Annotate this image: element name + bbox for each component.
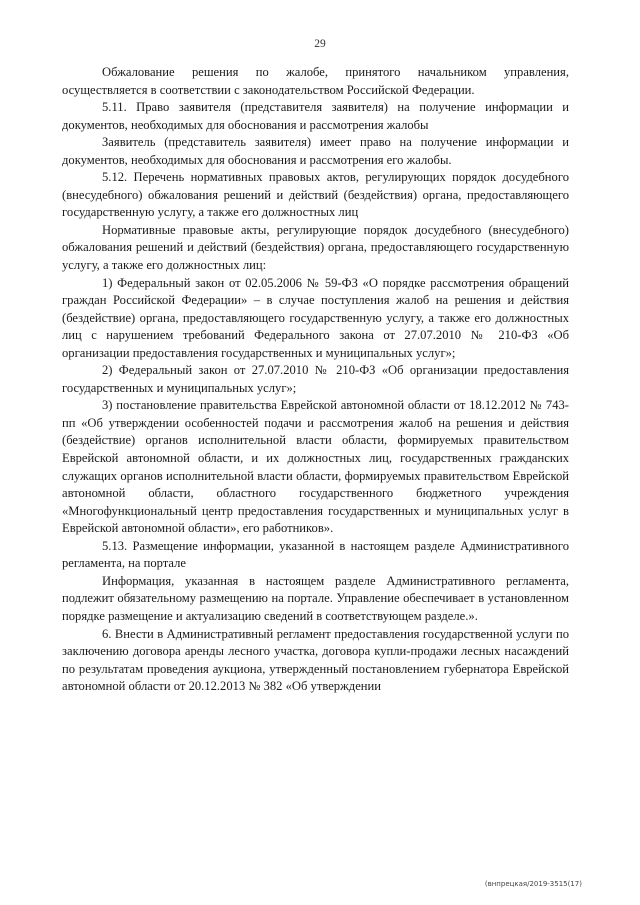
document-body: [62, 64, 569, 696]
paragraph-portal-info: Информация, указанная в настоящем разделе Административного регламента, подлежит обязательному размещению на портале. Управление обеспечивает в установленном порядке размещение и актуализацию сведений в соответствующем разделе.».: [62, 573, 569, 623]
section-heading-5-13: 5.13. Размещение информации, указанной в настоящем разделе Административного регламента, на портале: [62, 538, 569, 571]
footer-document-code: (внпрецкая/2019-3515(17): [484, 880, 582, 888]
paragraph-applicant-right: Заявитель (представитель заявителя) имеет право на получение информации и документов, необходимых для обоснования и рассмотрения его жалобы.: [62, 135, 569, 167]
list-item-law-59-fz: 1) Федеральный закон от 02.05.2006 № 59-ФЗ «О порядке рассмотрения обращений граждан Российской Федерации» – в случае поступления жалоб на решения и действия (бездействие) органа, предоставляющего государственную услугу, а также его должностных лиц с нарушением требований Федерального закона от 27.07.2010 № 210-ФЗ «Об организации предоставления государственных и муниципальных услуг»;: [62, 275, 569, 360]
paragraph-appeal-decision: Обжалование решения по жалобе, принятого начальником управления, осуществляется в соответствии с законодательством Российской Федерации.: [62, 65, 569, 97]
list-item-resolution-743-pp: 3) постановление правительства Еврейской автономной области от 18.12.2012 № 743-пп «Об утверждении особенностей подачи и рассмотрения жалоб на решения и действия (бездействие) органов исполнительной власти области, формируемых правительством Еврейской автономной области, и их должностных лиц, государственных гражданских служащих органов исполнительной власти области, формируемых правительством Еврейской автономной области, областного государственного бюджетного учреждения «Многофункциональный центр предоставления государственных и муниципальных услуг в Еврейской автономной области», его работников».: [62, 398, 569, 536]
paragraph-legal-acts-intro: Нормативные правовые акты, регулирующие порядок досудебного (внесудебного) обжалования решений и действий (бездействия) органа, предоставляющего государственную услугу, а также его должностных лиц:: [62, 222, 569, 273]
page-number: 29: [314, 38, 326, 50]
section-heading-5-12: 5.12. Перечень нормативных правовых актов, регулирующих порядок досудебного (внесудебного) обжалования решений и действий (бездействия) органа, предоставляющего государственную услугу, а также его должностных лиц: [62, 170, 569, 220]
section-heading-5-11: 5.11. Право заявителя (представителя заявителя) на получение информации и документов, необходимых для обоснования и рассмотрения жалобы: [62, 100, 569, 132]
list-item-law-210-fz: 2) Федеральный закон от 27.07.2010 № 210-ФЗ «Об организации предоставления государственных и муниципальных услуг»;: [62, 363, 569, 395]
paragraph-item-6: 6. Внести в Административный регламент предоставления государственной услуги по заключению договора аренды лесного участка, договора купли-продажи лесных насаждений по результатам проведения аукциона, утвержденный постановлением губернатора Еврейской автономной области от 20.12.2013 № 382 «Об утверждении: [62, 626, 569, 694]
